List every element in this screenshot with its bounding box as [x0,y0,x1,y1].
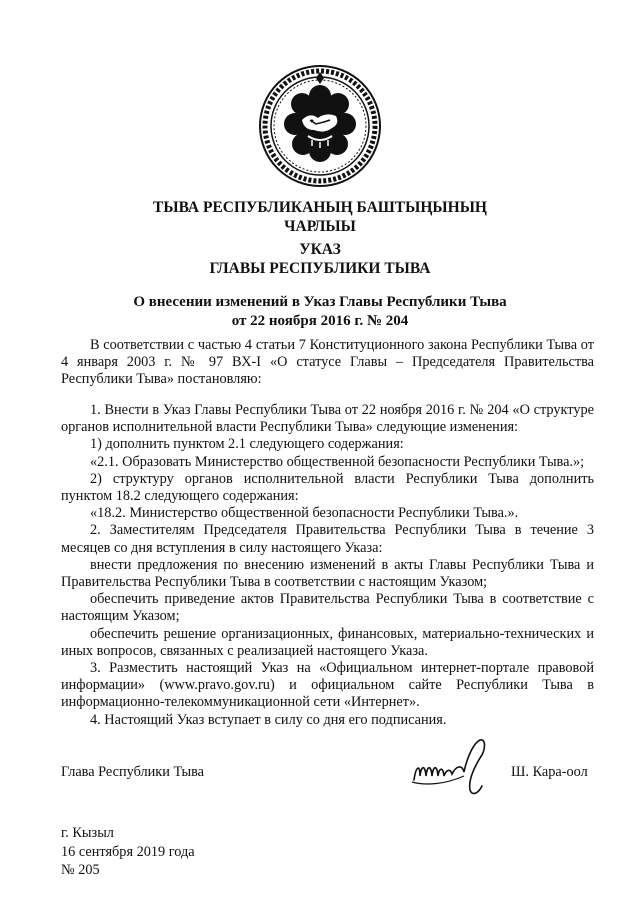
paragraph: обеспечить решение организационных, финансовых, материально-технических и иных вопросов, связанных с реализацией настоящего Указа. [61,625,594,659]
decree-body [61,402,594,729]
issue-city: г. Кызыл [61,825,114,841]
document-header-tuvan [0,198,640,236]
issuer-title: ГЛАВЫ РЕСПУБЛИКИ ТЫВА [209,260,431,277]
decree-title: УКАЗ [299,241,341,258]
decree-number: № 205 [61,862,100,878]
handwritten-signature [406,736,498,798]
paragraph: 2. Заместителям Председателя Правительства Республики Тыва в течение 3 месяцев со дня вступления в силу настоящего Указа: [61,522,594,556]
paragraph: 4. Настоящий Указ вступает в силу со дня его подписания. [90,711,447,728]
signatory-position: Глава Республики Тыва [61,764,204,780]
header-line: ТЫВА РЕСПУБЛИКАНЫҢ БАШТЫҢЫНЫҢ [153,199,487,216]
coat-of-arms-emblem [258,64,382,188]
document-subject [0,293,640,331]
subject-line: О внесении изменений в Указ Главы Республики Тыва [133,294,507,310]
paragraph: 1. Внести в Указ Главы Республики Тыва от 22 ноября 2016 г. № 204 «О структуре органов исполнительной власти Республики Тыва» следующие изменения: [61,402,594,436]
paragraph: 1) дополнить пунктом 2.1 следующего содержания: [90,436,404,453]
paragraph: обеспечить приведение актов Правительства Республики Тыва в соответствие с настоящим Указом; [61,591,594,625]
paragraph: 3. Разместить настоящий Указ на «Официальном интернет-портале правовой информации» (www.pravo.gov.ru) и официальном сайте Республики Тыва в информационно-телекоммуникационной сети «Интернет». [61,660,594,711]
document-header-russian [0,240,640,278]
header-line: ЧАРЛЫЫ [284,218,356,235]
paragraph: «2.1. Образовать Министерство общественной безопасности Республики Тыва.»; [90,453,585,470]
issue-date: 16 сентября 2019 года [61,843,195,860]
signatory-name: Ш. Кара-оол [511,764,588,780]
paragraph: «18.2. Министерство общественной безопасности Республики Тыва.». [90,505,519,522]
paragraph: 2) структуру органов исполнительной власти Республики Тыва дополнить пунктом 18.2 следующего содержания: [61,470,594,505]
paragraph: внести предложения по внесению изменений в акты Главы Республики Тыва и Правительства Республики Тыва в соответствии с настоящим Указом; [61,556,594,591]
preamble-text: В соответствии с частью 4 статьи 7 Конституционного закона Республики Тыва от 4 января 2003 г. № 97 ВХ-I «О статусе Главы – Председателя Правительства Республики Тыва» постановляю: [61,337,594,388]
document-footer [61,824,195,880]
preamble [61,337,594,389]
subject-line: от 22 ноября 2016 г. № 204 [231,313,409,329]
